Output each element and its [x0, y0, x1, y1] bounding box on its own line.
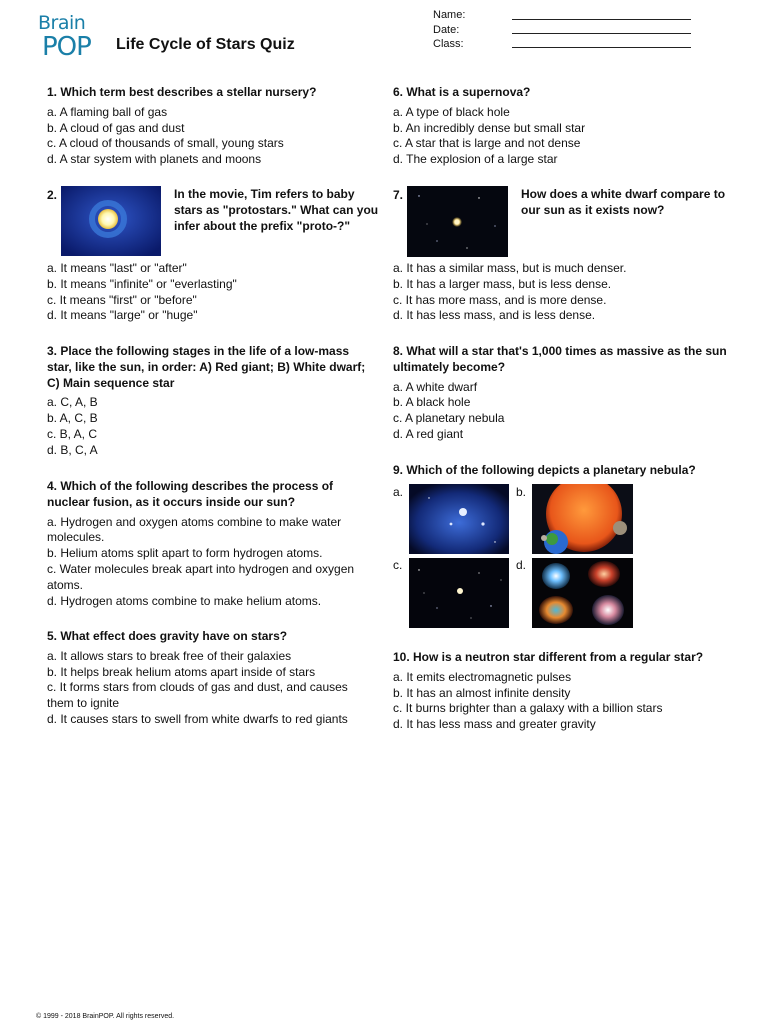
- question-1: [47, 85, 377, 168]
- answer-option[interactable]: b. It has an almost infinite density: [393, 685, 571, 700]
- answer-option[interactable]: c. It burns brighter than a galaxy with a billion stars: [393, 701, 663, 716]
- page-title: Life Cycle of Stars Quiz: [116, 36, 295, 53]
- answer-option[interactable]: d. It means "large" or "huge": [47, 308, 198, 323]
- answer-options: [47, 261, 377, 324]
- protostar-image: [61, 186, 161, 256]
- answer-option[interactable]: b. An incredibly dense but small star: [393, 120, 586, 135]
- date-label: Date:: [433, 24, 460, 36]
- logo-text-pop: POP: [42, 32, 91, 62]
- starfield-image[interactable]: [409, 558, 509, 628]
- blue-nebula-image[interactable]: [409, 484, 509, 554]
- question-5: [47, 629, 377, 728]
- answer-option[interactable]: b. Helium atoms split apart to form hydrogen atoms.: [47, 546, 323, 561]
- answer-option[interactable]: a. It emits electromagnetic pulses: [393, 669, 572, 684]
- answer-option[interactable]: c. A cloud of thousands of small, young stars: [47, 136, 284, 151]
- question-3: [47, 344, 377, 459]
- answer-option[interactable]: c. It forms stars from clouds of gas and dust, and causes them to ignite: [47, 680, 348, 711]
- answer-option[interactable]: d. A red giant: [393, 426, 464, 441]
- question-text: 4. Which of the following describes the process of nuclear fusion, as it occurs inside our sun?: [47, 479, 334, 509]
- answer-option[interactable]: d. Hydrogen atoms combine to make helium atoms.: [47, 593, 322, 608]
- red-giant-image[interactable]: [532, 484, 633, 554]
- white-dwarf-image: [407, 186, 508, 257]
- question-number: 7.: [393, 188, 404, 202]
- answer-option[interactable]: c. Water molecules break apart into hydrogen and oxygen atoms.: [47, 561, 355, 592]
- answer-option[interactable]: d. It has less mass and greater gravity: [393, 717, 596, 732]
- answer-option[interactable]: b. It means "infinite" or "everlasting": [47, 276, 237, 291]
- question-text: 5. What effect does gravity have on stars?: [47, 629, 288, 643]
- logo-text-brain: Brain: [38, 12, 86, 34]
- answer-option[interactable]: b. A cloud of gas and dust: [47, 120, 185, 135]
- question-6: [393, 85, 733, 168]
- answer-option[interactable]: c. B, A, C: [47, 426, 98, 441]
- answer-option[interactable]: a. A flaming ball of gas: [47, 104, 168, 119]
- question-10: [393, 650, 733, 733]
- question-text: How does a white dwarf compare to our sun as it exists now?: [521, 187, 726, 217]
- answer-option[interactable]: a. Hydrogen and oxygen atoms combine to make water molecules.: [47, 514, 342, 545]
- answer-option[interactable]: d. The explosion of a large star: [393, 152, 558, 167]
- answer-option[interactable]: c. It has more mass, and is more dense.: [393, 292, 607, 307]
- date-line[interactable]: [512, 33, 691, 34]
- answer-option[interactable]: b. A, C, B: [47, 411, 98, 426]
- image-option-label[interactable]: b.: [516, 485, 527, 499]
- answer-option[interactable]: a. It means "last" or "after": [47, 261, 187, 275]
- question-text: 1. Which term best describes a stellar nursery?: [47, 85, 317, 99]
- class-label: Class:: [433, 38, 464, 50]
- answer-option[interactable]: c. A planetary nebula: [393, 411, 505, 426]
- name-label: Name:: [433, 9, 466, 21]
- question-text: In the movie, Tim refers to baby stars as "protostars." What can you infer about the prefix "proto-?": [174, 187, 379, 233]
- answer-option[interactable]: d. It has less mass, and is less dense.: [393, 308, 596, 323]
- planetary-nebulae-image[interactable]: [532, 558, 633, 628]
- answer-option[interactable]: b. A black hole: [393, 395, 471, 410]
- image-option-label[interactable]: d.: [516, 558, 527, 572]
- question-8: [393, 344, 733, 443]
- name-line[interactable]: [512, 19, 691, 20]
- question-text: 9. Which of the following depicts a planetary nebula?: [393, 463, 696, 477]
- answer-option[interactable]: d. It causes stars to swell from white dwarfs to red giants: [47, 711, 348, 726]
- question-text: 3. Place the following stages in the life of a low-mass star, like the sun, in order: A) Red giant; B) White dwarf; C) Main sequence star: [47, 344, 366, 390]
- question-text: 8. What will a star that's 1,000 times as massive as the sun ultimately become?: [393, 344, 727, 374]
- answer-option[interactable]: c. It means "first" or "before": [47, 292, 197, 307]
- brainpop-logo: [38, 12, 100, 64]
- answer-option[interactable]: a. C, A, B: [47, 395, 98, 410]
- answer-options: [393, 261, 733, 324]
- answer-option[interactable]: a. It has a similar mass, but is much denser.: [393, 261, 627, 275]
- question-number: 2.: [47, 188, 58, 202]
- answer-option[interactable]: a. A white dwarf: [393, 379, 478, 394]
- answer-option[interactable]: b. It helps break helium atoms apart inside of stars: [47, 664, 316, 679]
- answer-option[interactable]: c. A star that is large and not dense: [393, 136, 581, 151]
- answer-option[interactable]: b. It has a larger mass, but is less dense.: [393, 276, 612, 291]
- question-4: [47, 479, 377, 609]
- answer-option[interactable]: a. A type of black hole: [393, 104, 510, 119]
- answer-option[interactable]: d. B, C, A: [47, 442, 98, 457]
- image-option-label[interactable]: a.: [393, 485, 404, 499]
- answer-option[interactable]: d. A star system with planets and moons: [47, 152, 262, 167]
- image-option-label[interactable]: c.: [393, 558, 403, 572]
- copyright-footer: © 1999 - 2018 BrainPOP. All rights reserved.: [36, 1013, 175, 1020]
- question-text: 10. How is a neutron star different from a regular star?: [393, 650, 704, 664]
- class-line[interactable]: [512, 47, 691, 48]
- question-text: 6. What is a supernova?: [393, 85, 531, 99]
- answer-option[interactable]: a. It allows stars to break free of their galaxies: [47, 648, 292, 663]
